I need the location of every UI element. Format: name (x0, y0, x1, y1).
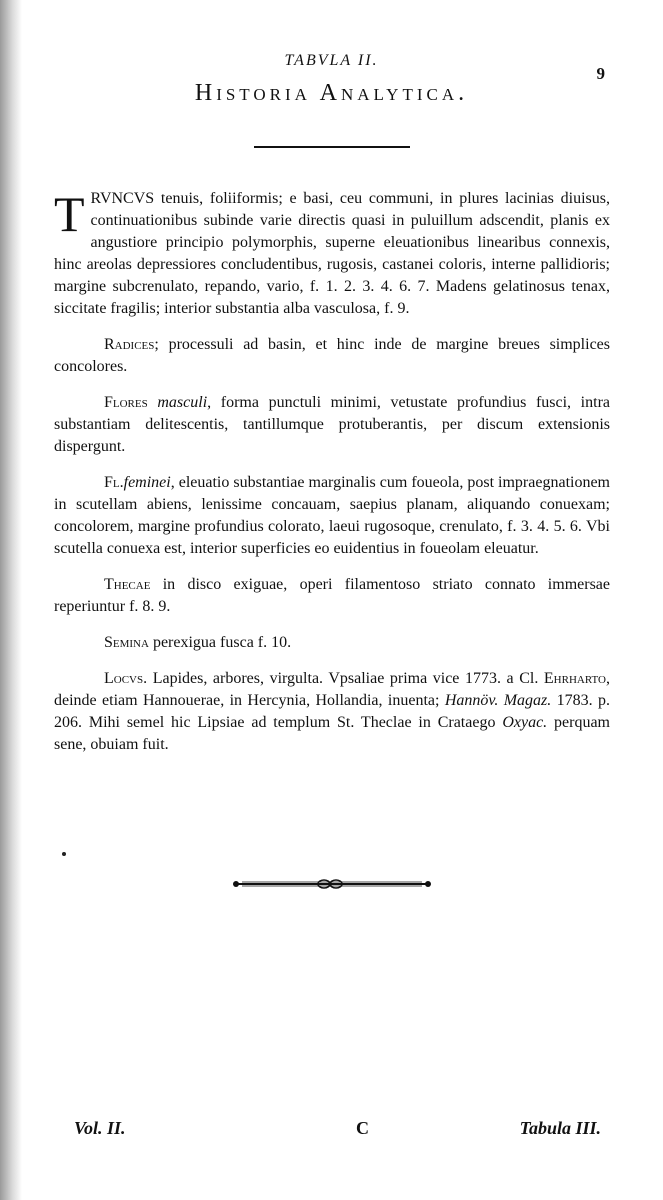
page-title: Historia Analytica. (194, 80, 469, 106)
paragraph-text: 1783. p. 206. Mihi semel hic Lipsiae ad templum St. Theclae in Crataego (54, 692, 611, 731)
species-abbrev: Oxyac. (502, 714, 548, 731)
footer-volume: Vol. II. (74, 1118, 126, 1138)
paragraph-text: perquam sene, obuiam fuit. (54, 714, 610, 753)
citation-title: Hannöv. Magaz. (444, 692, 552, 709)
paragraph-text: , forma punctuli minimi, vetustate profundius fusci, intra substantiam delitescentis, tantillumque protuberantis, per discum extensionis dispergunt. (54, 394, 611, 455)
person-name: Ehrharto (543, 670, 606, 687)
paragraph-text: tenuis, foliiformis; e basi, ceu communi, in plures lacinias diuisus, continuationibus subinde varie directis quasi in puluillum adscendit, planis ex angustiore principio polymorphis, superne eleuationibus linearibus connexis, hinc areolas depressiores concludentibus, rugosis, castanei coloris, interne pallidioris; margine subcrenulato, repando, vario, f. 1. 2. 3. 4. 6. 7. Madens gelatinosus tenax, siccitate fragilis; interior substantia alba vasculosa, f. 9. (54, 190, 610, 317)
paragraph-feminei (54, 472, 610, 560)
paragraph-locus (54, 668, 610, 756)
ornament-rule (232, 879, 432, 889)
body-text (54, 188, 610, 770)
paragraph-lead: Fl. (104, 474, 124, 491)
paragraph-thecae (54, 574, 610, 618)
title-rule (254, 146, 410, 148)
footer-next-plate: Tabula III. (519, 1118, 601, 1138)
footer-signature: C (356, 1118, 369, 1138)
drop-cap: T (54, 186, 85, 242)
paragraph-semina (54, 632, 610, 654)
running-head: TABVLA II. (284, 52, 379, 69)
paragraph-lead: Thecae (104, 576, 151, 593)
paragraph-lead: Locvs. (104, 670, 148, 687)
paragraph-lead: RVNCVS (90, 190, 155, 207)
paragraph-lead: Flores (104, 394, 148, 411)
page-number: 9 (596, 64, 605, 83)
paragraph-text: , deinde etiam Hannouerae, in Hercynia, Hollandia, inuenta; (54, 670, 610, 709)
paragraph-text: , eleuatio substantiae marginalis cum foueola, post impraegnationem in scutellam abiens, lenissime concauam, saepius planam, aliquando conuexam; concolorem, margine profundius colorato, laeui rugosoque, crenulato, f. 3. 4. 5. 6. Vbi scutella conuexa est, interior superficies eo euidentius in foueolam eleuatur. (54, 474, 610, 557)
ink-speck (62, 852, 66, 856)
paragraph-radices (54, 334, 610, 378)
paragraph-text: Lapides, arbores, virgulta. Vpsaliae prima vice 1773. a Cl. (147, 670, 544, 687)
paragraph-italic: feminei (123, 474, 171, 491)
paragraph-text: perexigua fusca f. 10. (148, 634, 292, 651)
paragraph-text: in disco exiguae, operi filamentoso striato connato immersae reperiuntur f. 8. 9. (54, 576, 610, 615)
paragraph-text: ; processuli ad basin, et hinc inde de margine breues simplices concolores. (54, 336, 610, 375)
page-edge-shadow (0, 0, 22, 1200)
paragraph-flores (54, 392, 610, 458)
paragraph-lead: Semina (104, 634, 149, 651)
paragraph-lead: Radices (104, 336, 155, 353)
paragraph-italic: masculi (157, 394, 208, 411)
paragraph-truncus (54, 188, 610, 320)
